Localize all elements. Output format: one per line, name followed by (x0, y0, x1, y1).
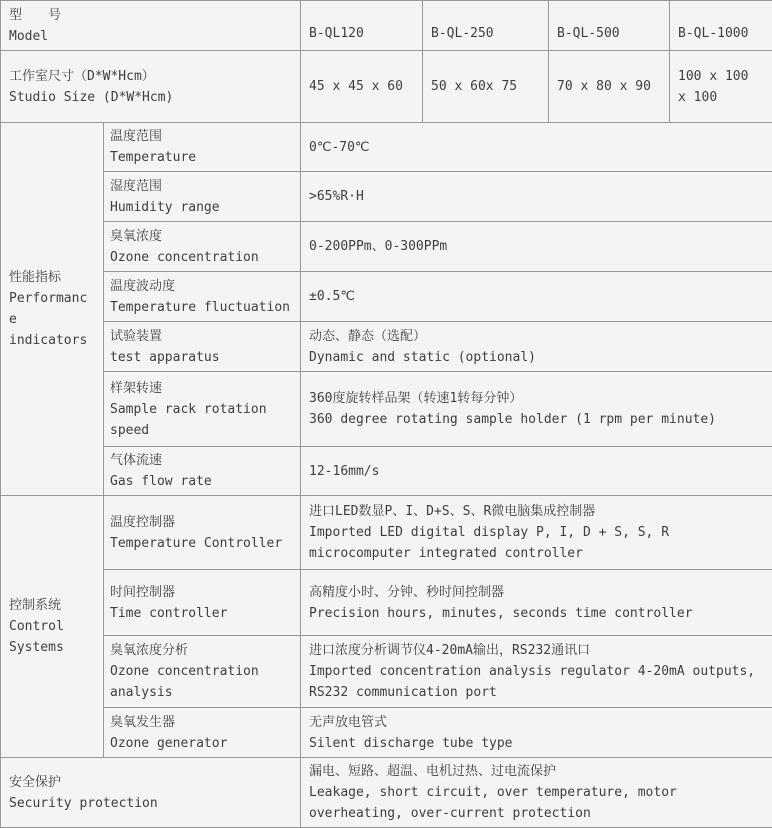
spec-value-cell (301, 570, 772, 636)
security-label-cell (1, 758, 301, 828)
spec-value: >65%R·H (309, 186, 764, 207)
spec-label-cell (104, 496, 301, 570)
model-row (1, 1, 772, 51)
spec-label-zh: 样架转速 (110, 378, 294, 399)
size-value: 45 x 45 x 60 (309, 76, 414, 97)
section-label-zh: 性能指标 (9, 267, 95, 288)
spec-row-ozone-concentration (1, 222, 772, 272)
spec-row-test-apparatus (1, 322, 772, 372)
spec-row-gas-flow-rate (1, 447, 772, 496)
spec-label-cell (104, 570, 301, 636)
spec-label-zh: 臭氧浓度分析 (110, 640, 294, 661)
spec-value: 12-16mm/s (309, 461, 764, 482)
spec-value-en: Silent discharge tube type (309, 733, 764, 754)
spec-label-cell (104, 172, 301, 222)
model-label-cell (1, 1, 301, 51)
model-name: B-QL-1000 (678, 23, 764, 44)
security-label-en: Security protection (9, 793, 292, 814)
spec-label-zh: 气体流速 (110, 450, 294, 471)
model-cell-4 (670, 1, 772, 51)
size-label-zh: 工作室尺寸（D*W*Hcm） (9, 66, 292, 87)
spec-value-cell (301, 322, 772, 372)
spec-label-en: Ozone concentration (110, 247, 294, 268)
spec-label-cell (104, 708, 301, 758)
size-cell-3 (549, 51, 670, 123)
spec-label-en: Sample rack rotation speed (110, 399, 294, 441)
spec-row-sample-rack-speed (1, 372, 772, 447)
spec-value-en: 360 degree rotating sample holder (1 rpm per minute) (309, 409, 764, 430)
size-value: 100 x 100 x 100 (678, 66, 764, 108)
spec-row-ozone-generator (1, 708, 772, 758)
spec-label-zh: 温度范围 (110, 126, 294, 147)
spec-label-en: Ozone concentration analysis (110, 661, 294, 703)
spec-label-zh: 臭氧浓度 (110, 226, 294, 247)
model-cell-3 (549, 1, 670, 51)
spec-label-cell (104, 372, 301, 447)
section-cell-performance (1, 123, 104, 496)
spec-label-en: Temperature (110, 147, 294, 168)
spec-label-cell (104, 447, 301, 496)
spec-label-en: test apparatus (110, 347, 294, 368)
spec-value-cell (301, 172, 772, 222)
spec-label-en: Time controller (110, 603, 294, 624)
spec-value-cell (301, 272, 772, 322)
spec-label-cell (104, 272, 301, 322)
model-name: B-QL-250 (431, 23, 540, 44)
spec-value-en: Dynamic and static (optional) (309, 347, 764, 368)
security-row (1, 758, 772, 828)
spec-value-cell (301, 496, 772, 570)
size-label-en: Studio Size (D*W*Hcm) (9, 87, 292, 108)
spec-label-zh: 臭氧发生器 (110, 712, 294, 733)
model-name: B-QL120 (309, 23, 414, 44)
spec-value: 0-200PPm、0-300PPm (309, 236, 764, 257)
spec-value-en: Imported LED digital display P, I, D + S, S, R microcomputer integrated controller (309, 522, 764, 564)
spec-row-temperature-fluctuation (1, 272, 772, 322)
spec-label-en: Humidity range (110, 197, 294, 218)
model-cell-1 (301, 1, 423, 51)
security-value-en: Leakage, short circuit, over temperature, motor overheating, over-current protection (309, 782, 764, 824)
section-label-zh: 控制系统 (9, 595, 95, 616)
size-cell-4 (670, 51, 772, 123)
security-label-zh: 安全保护 (9, 772, 292, 793)
size-cell-1 (301, 51, 423, 123)
size-value: 70 x 80 x 90 (557, 76, 661, 97)
spec-label-cell (104, 636, 301, 708)
spec-value: 0℃-70℃ (309, 137, 764, 158)
spec-value-cell (301, 708, 772, 758)
spec-value-cell (301, 372, 772, 447)
spec-label-cell (104, 322, 301, 372)
spec-label-cell (104, 123, 301, 172)
size-label-cell (1, 51, 301, 123)
size-cell-2 (423, 51, 549, 123)
spec-label-cell (104, 222, 301, 272)
spec-value-zh: 360度旋转样品架（转速1转每分钟） (309, 388, 764, 409)
spec-row-ozone-analysis (1, 636, 772, 708)
spec-label-zh: 温度波动度 (110, 276, 294, 297)
spec-label-zh: 湿度范围 (110, 176, 294, 197)
spec-row-temperature-controller (1, 496, 772, 570)
section-label-en: Performance indicators (9, 288, 95, 351)
spec-row-humidity (1, 172, 772, 222)
spec-value-cell (301, 636, 772, 708)
spec-value-cell (301, 123, 772, 172)
model-cell-2 (423, 1, 549, 51)
spec-value-zh: 高精度小时、分钟、秒时间控制器 (309, 582, 764, 603)
size-row (1, 51, 772, 123)
spec-value-zh: 进口LED数显P、I、D+S、S、R微电脑集成控制器 (309, 501, 764, 522)
security-value-zh: 漏电、短路、超温、电机过热、过电流保护 (309, 761, 764, 782)
spec-label-zh: 试验装置 (110, 326, 294, 347)
spec-label-zh: 时间控制器 (110, 582, 294, 603)
spec-value: ±0.5℃ (309, 286, 764, 307)
spec-value-zh: 无声放电管式 (309, 712, 764, 733)
model-label-en: Model (9, 26, 292, 47)
spec-value-en: Imported concentration analysis regulator 4-20mA outputs, RS232 communication port (309, 661, 764, 703)
spec-row-temperature (1, 123, 772, 172)
spec-row-time-controller (1, 570, 772, 636)
spec-value-zh: 进口浓度分析调节仪4-20mA输出，RS232通讯口 (309, 640, 764, 661)
spec-label-en: Temperature Controller (110, 533, 294, 554)
spec-label-en: Ozone generator (110, 733, 294, 754)
spec-value-en: Precision hours, minutes, seconds time controller (309, 603, 764, 624)
spec-value-zh: 动态、静态（选配） (309, 326, 764, 347)
model-label-zh: 型 号 (9, 5, 292, 26)
spec-label-en: Temperature fluctuation (110, 297, 294, 318)
model-name: B-QL-500 (557, 23, 661, 44)
security-value-cell (301, 758, 772, 828)
spec-label-zh: 温度控制器 (110, 512, 294, 533)
spec-label-en: Gas flow rate (110, 471, 294, 492)
section-cell-control (1, 496, 104, 758)
section-label-en: Control Systems (9, 616, 95, 658)
spec-value-cell (301, 447, 772, 496)
size-value: 50 x 60x 75 (431, 76, 540, 97)
spec-value-cell (301, 222, 772, 272)
